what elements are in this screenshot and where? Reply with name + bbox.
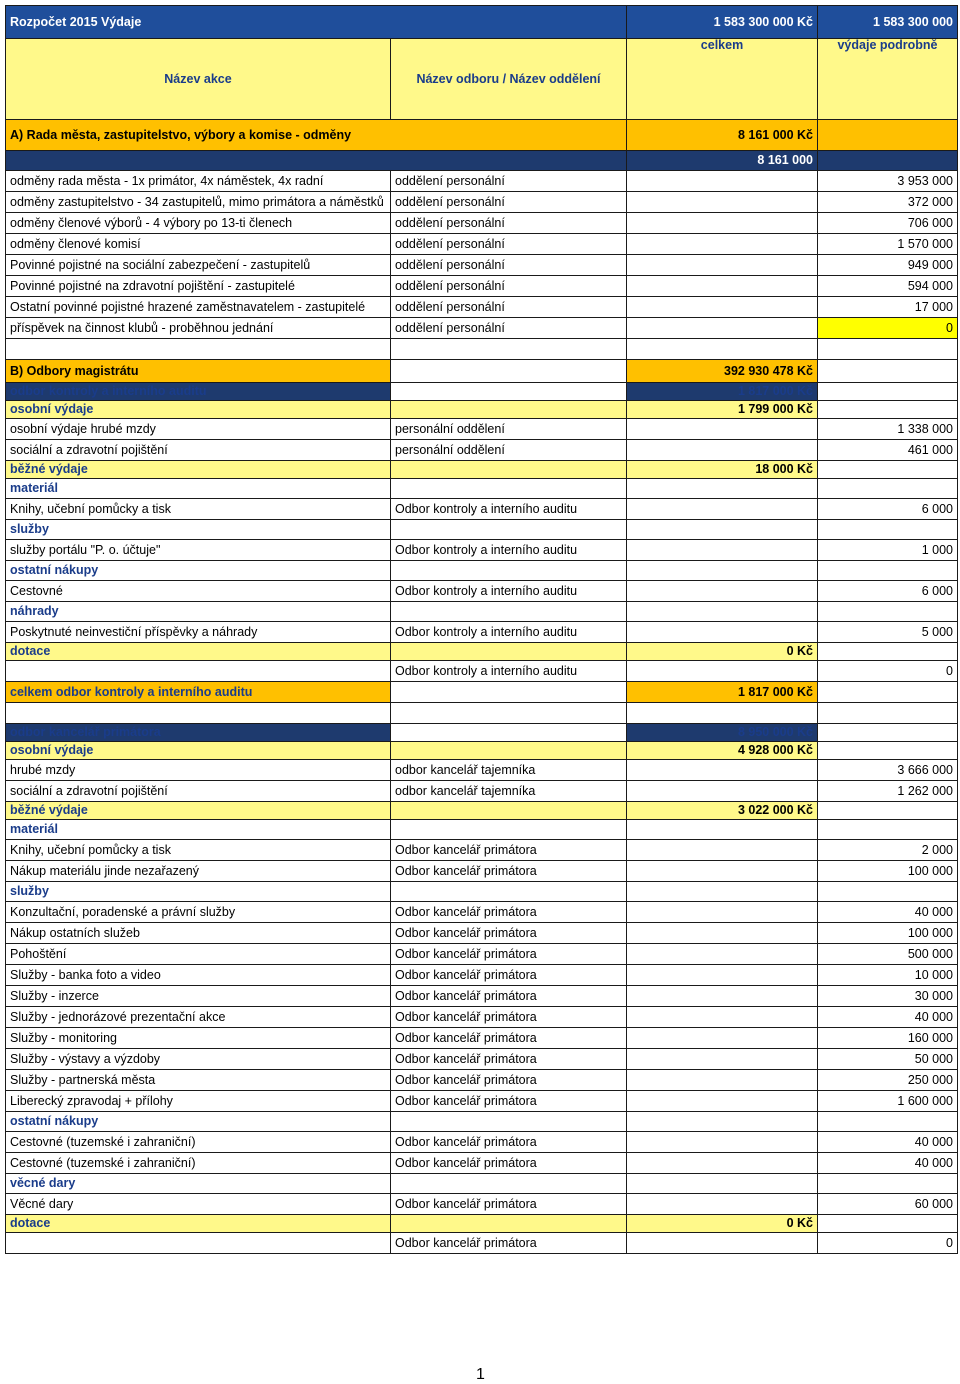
spacer-row — [6, 703, 958, 724]
item-dept: Odbor kontroly a interního auditu — [391, 661, 627, 682]
empty-cell — [627, 703, 818, 724]
table-row — [6, 902, 958, 923]
empty-cell — [627, 902, 818, 923]
empty-cell — [391, 820, 627, 840]
empty-cell — [818, 401, 958, 419]
item-name: odměny zastupitelstvo - 34 zastupitelů, mimo primátora a náměstků — [6, 192, 391, 213]
empty-cell — [391, 643, 627, 661]
item-name — [6, 1233, 391, 1254]
empty-cell — [627, 1007, 818, 1028]
empty-cell — [627, 840, 818, 861]
subtotal-row — [6, 1215, 958, 1233]
empty-cell — [627, 1070, 818, 1091]
empty-cell — [627, 1174, 818, 1194]
subtotal-row — [6, 461, 958, 479]
subtotal-row — [6, 742, 958, 760]
item-dept: oddělení personální — [391, 234, 627, 255]
empty-cell — [391, 602, 627, 622]
empty-cell — [627, 602, 818, 622]
table-row — [6, 944, 958, 965]
dept-row — [6, 383, 958, 401]
item-value: 1 262 000 — [818, 781, 958, 802]
empty-cell — [818, 360, 958, 383]
item-dept: Odbor kancelář primátora — [391, 1028, 627, 1049]
item-name: odměny členové komisí — [6, 234, 391, 255]
empty-cell — [818, 820, 958, 840]
table-row — [6, 581, 958, 602]
item-value: 40 000 — [818, 1153, 958, 1174]
empty-cell — [627, 440, 818, 461]
item-dept: Odbor kancelář primátora — [391, 986, 627, 1007]
item-name: Nákup ostatních služeb — [6, 923, 391, 944]
item-value: 1 600 000 — [818, 1091, 958, 1112]
table-row — [6, 1132, 958, 1153]
dept-name: odbor kancelář primátora — [6, 724, 391, 742]
empty-cell — [627, 192, 818, 213]
item-name: Pohoštění — [6, 944, 391, 965]
empty-cell — [391, 1215, 627, 1233]
subtotal-label: osobní výdaje — [6, 401, 391, 419]
empty-cell — [391, 802, 627, 820]
item-dept: Odbor kancelář primátora — [391, 1233, 627, 1254]
item-dept: odbor kancelář tajemníka — [391, 760, 627, 781]
item-value: 1 000 — [818, 540, 958, 561]
item-value: 949 000 — [818, 255, 958, 276]
empty-cell — [818, 703, 958, 724]
table-row — [6, 840, 958, 861]
table-row — [6, 661, 958, 682]
subtotal-label: běžné výdaje — [6, 802, 391, 820]
empty-cell — [391, 682, 627, 703]
item-name: Služby - partnerská města — [6, 1070, 391, 1091]
item-value: 10 000 — [818, 965, 958, 986]
empty-cell — [627, 234, 818, 255]
item-dept: Odbor kontroly a interního auditu — [391, 581, 627, 602]
item-dept: Odbor kancelář primátora — [391, 902, 627, 923]
subtotal-label: dotace — [6, 1215, 391, 1233]
empty-cell — [627, 861, 818, 882]
page-number: 1 — [476, 1366, 485, 1383]
item-value: 250 000 — [818, 1070, 958, 1091]
item-name: odměny rada města - 1x primátor, 4x náměstek, 4x radní — [6, 171, 391, 192]
item-value: 0 — [818, 661, 958, 682]
header-dept: Název odboru / Název oddělení — [391, 39, 627, 120]
table-row — [6, 255, 958, 276]
item-name: Cestovné (tuzemské i zahraniční) — [6, 1153, 391, 1174]
empty-cell — [627, 661, 818, 682]
dept-total-label: celkem odbor kontroly a interního auditu — [6, 682, 391, 703]
subtotal-label: osobní výdaje — [6, 742, 391, 760]
item-name: Služby - inzerce — [6, 986, 391, 1007]
empty-cell — [627, 1153, 818, 1174]
item-name: Ostatní povinné pojistné hrazené zaměstnavatelem - zastupitelé — [6, 297, 391, 318]
item-name: Knihy, učební pomůcky a tisk — [6, 499, 391, 520]
empty-cell — [627, 760, 818, 781]
item-value: 40 000 — [818, 902, 958, 923]
table-row — [6, 986, 958, 1007]
item-value: 1 338 000 — [818, 419, 958, 440]
empty-cell — [627, 1132, 818, 1153]
empty-cell — [391, 1112, 627, 1132]
empty-cell — [627, 1194, 818, 1215]
table-row — [6, 1028, 958, 1049]
item-value: 40 000 — [818, 1132, 958, 1153]
empty-cell — [627, 923, 818, 944]
empty-cell — [818, 520, 958, 540]
subtotal-value: 1 799 000 Kč — [627, 401, 818, 419]
subtotal-value: 18 000 Kč — [627, 461, 818, 479]
empty-cell — [627, 944, 818, 965]
section-b-total: 392 930 478 Kč — [627, 360, 818, 383]
item-name: Služby - jednorázové prezentační akce — [6, 1007, 391, 1028]
empty-cell — [391, 703, 627, 724]
table-row — [6, 276, 958, 297]
item-value: 3 953 000 — [818, 171, 958, 192]
empty-cell — [818, 461, 958, 479]
item-dept: personální oddělení — [391, 419, 627, 440]
table-row — [6, 192, 958, 213]
subtotal-label: dotace — [6, 643, 391, 661]
category-row — [6, 561, 958, 581]
item-name: Poskytnuté neinvestiční příspěvky a náhrady — [6, 622, 391, 643]
item-name: Služby - monitoring — [6, 1028, 391, 1049]
empty-cell — [627, 479, 818, 499]
item-name: Věcné dary — [6, 1194, 391, 1215]
dept-total-row — [6, 682, 958, 703]
header-row — [6, 39, 958, 120]
section-b-row — [6, 360, 958, 383]
table-row — [6, 861, 958, 882]
item-value: 1 570 000 — [818, 234, 958, 255]
empty-cell — [627, 213, 818, 234]
category-label: náhrady — [6, 602, 391, 622]
item-name: Povinné pojistné na sociální zabezpečení - zastupitelů — [6, 255, 391, 276]
item-name: odměny členové výborů - 4 výbory po 13-ti členech — [6, 213, 391, 234]
item-dept: Odbor kontroly a interního auditu — [391, 499, 627, 520]
subtotal-label: běžné výdaje — [6, 461, 391, 479]
header-total: celkem — [627, 39, 818, 120]
empty-cell — [818, 1215, 958, 1233]
budget-sheet — [5, 5, 958, 1254]
table-row — [6, 297, 958, 318]
item-dept: Odbor kancelář primátora — [391, 944, 627, 965]
category-row — [6, 1112, 958, 1132]
empty-cell — [627, 1091, 818, 1112]
item-dept: Odbor kancelář primátora — [391, 1049, 627, 1070]
table-row — [6, 318, 958, 339]
empty-cell — [627, 276, 818, 297]
item-dept: odbor kancelář tajemníka — [391, 781, 627, 802]
header-action: Název akce — [6, 39, 391, 120]
item-value: 706 000 — [818, 213, 958, 234]
empty-cell — [818, 724, 958, 742]
subtotal-row — [6, 643, 958, 661]
item-dept: Odbor kancelář primátora — [391, 1132, 627, 1153]
item-value: 594 000 — [818, 276, 958, 297]
empty-cell — [627, 1028, 818, 1049]
sheet-title: Rozpočet 2015 Výdaje — [6, 6, 627, 39]
table-row — [6, 499, 958, 520]
item-dept: Odbor kancelář primátora — [391, 1007, 627, 1028]
item-dept: oddělení personální — [391, 297, 627, 318]
spacer-row — [6, 339, 958, 360]
table-row — [6, 234, 958, 255]
item-name: Povinné pojistné na zdravotní pojištění - zastupitelé — [6, 276, 391, 297]
subtotal-row — [6, 401, 958, 419]
item-dept: oddělení personální — [391, 171, 627, 192]
empty-cell — [391, 479, 627, 499]
dept-total: 8 950 000 Kč — [627, 724, 818, 742]
empty-cell — [6, 703, 391, 724]
empty-cell — [391, 461, 627, 479]
item-value: 17 000 — [818, 297, 958, 318]
dept-row — [6, 724, 958, 742]
item-dept: Odbor kancelář primátora — [391, 1153, 627, 1174]
item-dept: personální oddělení — [391, 440, 627, 461]
dept-total: 1 817 000 Kč — [627, 383, 818, 401]
item-value: 50 000 — [818, 1049, 958, 1070]
empty-cell — [627, 419, 818, 440]
empty-cell — [627, 581, 818, 602]
item-dept: oddělení personální — [391, 255, 627, 276]
item-name: osobní výdaje hrubé mzdy — [6, 419, 391, 440]
table-row — [6, 965, 958, 986]
section-a-total: 8 161 000 Kč — [627, 120, 818, 151]
empty-cell — [627, 781, 818, 802]
empty-cell — [627, 1112, 818, 1132]
item-dept: Odbor kontroly a interního auditu — [391, 540, 627, 561]
category-row — [6, 882, 958, 902]
item-name: příspěvek na činnost klubů - proběhnou jednání — [6, 318, 391, 339]
item-dept: Odbor kancelář primátora — [391, 1070, 627, 1091]
item-dept: Odbor kancelář primátora — [391, 1194, 627, 1215]
table-row — [6, 760, 958, 781]
subtotal-value: 0 Kč — [627, 643, 818, 661]
subtotal-value: 0 Kč — [627, 1215, 818, 1233]
item-name: Cestovné — [6, 581, 391, 602]
empty-cell — [627, 255, 818, 276]
table-row — [6, 923, 958, 944]
empty-cell — [391, 882, 627, 902]
item-name: Liberecký zpravodaj + přílohy — [6, 1091, 391, 1112]
item-dept: Odbor kancelář primátora — [391, 1091, 627, 1112]
empty-cell — [627, 520, 818, 540]
empty-cell — [627, 965, 818, 986]
item-name: Konzultační, poradenské a právní služby — [6, 902, 391, 923]
category-row — [6, 520, 958, 540]
item-value: 40 000 — [818, 1007, 958, 1028]
section-a-row — [6, 120, 958, 151]
item-value: 100 000 — [818, 861, 958, 882]
item-name: hrubé mzdy — [6, 760, 391, 781]
empty-cell — [627, 297, 818, 318]
empty-cell — [627, 339, 818, 360]
empty-cell — [627, 820, 818, 840]
item-name: Služby - výstavy a výzdoby — [6, 1049, 391, 1070]
item-value: 2 000 — [818, 840, 958, 861]
empty-cell — [818, 682, 958, 703]
empty-cell — [627, 561, 818, 581]
empty-cell — [818, 802, 958, 820]
category-row — [6, 602, 958, 622]
empty-cell — [391, 401, 627, 419]
empty-cell — [627, 622, 818, 643]
section-a-subtotal-row — [6, 151, 958, 171]
item-value: 3 666 000 — [818, 760, 958, 781]
item-value: 0 — [818, 318, 958, 339]
item-value: 100 000 — [818, 923, 958, 944]
subtotal-value: 3 022 000 Kč — [627, 802, 818, 820]
empty-cell — [391, 360, 627, 383]
empty-cell — [391, 1174, 627, 1194]
category-label: věcné dary — [6, 1174, 391, 1194]
section-a-subtotal: 8 161 000 — [627, 151, 818, 171]
empty-cell — [818, 882, 958, 902]
empty-cell — [818, 561, 958, 581]
category-label: služby — [6, 520, 391, 540]
empty-cell — [818, 1112, 958, 1132]
item-value: 461 000 — [818, 440, 958, 461]
table-row — [6, 1007, 958, 1028]
category-label: materiál — [6, 479, 391, 499]
table-row — [6, 1233, 958, 1254]
item-dept: oddělení personální — [391, 276, 627, 297]
item-name: Knihy, učební pomůcky a tisk — [6, 840, 391, 861]
empty-cell — [391, 383, 627, 401]
subtotal-value: 4 928 000 Kč — [627, 742, 818, 760]
table-row — [6, 1194, 958, 1215]
table-row — [6, 213, 958, 234]
empty-cell — [627, 1233, 818, 1254]
item-dept: oddělení personální — [391, 318, 627, 339]
table-row — [6, 440, 958, 461]
item-name: sociální a zdravotní pojištění — [6, 440, 391, 461]
empty-cell — [627, 1049, 818, 1070]
item-dept: Odbor kancelář primátora — [391, 923, 627, 944]
table-row — [6, 1153, 958, 1174]
empty-cell — [391, 742, 627, 760]
table-row — [6, 1070, 958, 1091]
item-dept: Odbor kancelář primátora — [391, 965, 627, 986]
category-row — [6, 1174, 958, 1194]
table-row — [6, 1049, 958, 1070]
section-a-title: A) Rada města, zastupitelstvo, výbory a komise - odměny — [6, 120, 627, 151]
subtotal-row — [6, 802, 958, 820]
section-b-title: B) Odbory magistrátu — [6, 360, 391, 383]
empty-cell — [818, 383, 958, 401]
table-row — [6, 622, 958, 643]
empty-cell — [818, 339, 958, 360]
item-dept: Odbor kancelář primátora — [391, 840, 627, 861]
item-name — [6, 661, 391, 682]
category-row — [6, 820, 958, 840]
header-detail: výdaje podrobně — [818, 39, 958, 120]
dept-name: odbor kontroly a interního auditu — [6, 383, 391, 401]
empty-cell — [391, 561, 627, 581]
empty-cell — [818, 643, 958, 661]
grand-total-kc: 1 583 300 000 Kč — [627, 6, 818, 39]
item-value: 6 000 — [818, 499, 958, 520]
empty-cell — [818, 479, 958, 499]
empty-cell — [627, 318, 818, 339]
item-name: služby portálu "P. o. účtuje" — [6, 540, 391, 561]
empty-cell — [391, 724, 627, 742]
item-dept: Odbor kancelář primátora — [391, 861, 627, 882]
table-row — [6, 781, 958, 802]
item-dept: oddělení personální — [391, 213, 627, 234]
empty-cell — [6, 339, 391, 360]
empty-cell — [818, 602, 958, 622]
item-value: 160 000 — [818, 1028, 958, 1049]
category-label: služby — [6, 882, 391, 902]
item-name: Nákup materiálu jinde nezařazený — [6, 861, 391, 882]
item-value: 6 000 — [818, 581, 958, 602]
empty-cell — [391, 520, 627, 540]
empty-cell — [627, 499, 818, 520]
title-row — [6, 6, 958, 39]
item-name: Cestovné (tuzemské i zahraniční) — [6, 1132, 391, 1153]
empty-cell — [818, 1174, 958, 1194]
empty-cell — [391, 339, 627, 360]
item-name: Služby - banka foto a video — [6, 965, 391, 986]
item-dept: oddělení personální — [391, 192, 627, 213]
item-dept: Odbor kontroly a interního auditu — [391, 622, 627, 643]
table-row — [6, 171, 958, 192]
empty-cell — [627, 171, 818, 192]
category-label: materiál — [6, 820, 391, 840]
item-value: 372 000 — [818, 192, 958, 213]
item-value: 500 000 — [818, 944, 958, 965]
empty-cell — [818, 742, 958, 760]
grand-total: 1 583 300 000 — [818, 6, 958, 39]
table-row — [6, 419, 958, 440]
category-label: ostatní nákupy — [6, 561, 391, 581]
empty-cell — [627, 540, 818, 561]
item-value: 30 000 — [818, 986, 958, 1007]
category-label: ostatní nákupy — [6, 1112, 391, 1132]
empty-cell — [627, 986, 818, 1007]
item-value: 5 000 — [818, 622, 958, 643]
item-value: 60 000 — [818, 1194, 958, 1215]
empty-cell — [627, 882, 818, 902]
table-row — [6, 540, 958, 561]
item-value: 0 — [818, 1233, 958, 1254]
table-row — [6, 1091, 958, 1112]
dept-total-value: 1 817 000 Kč — [627, 682, 818, 703]
category-row — [6, 479, 958, 499]
item-name: sociální a zdravotní pojištění — [6, 781, 391, 802]
